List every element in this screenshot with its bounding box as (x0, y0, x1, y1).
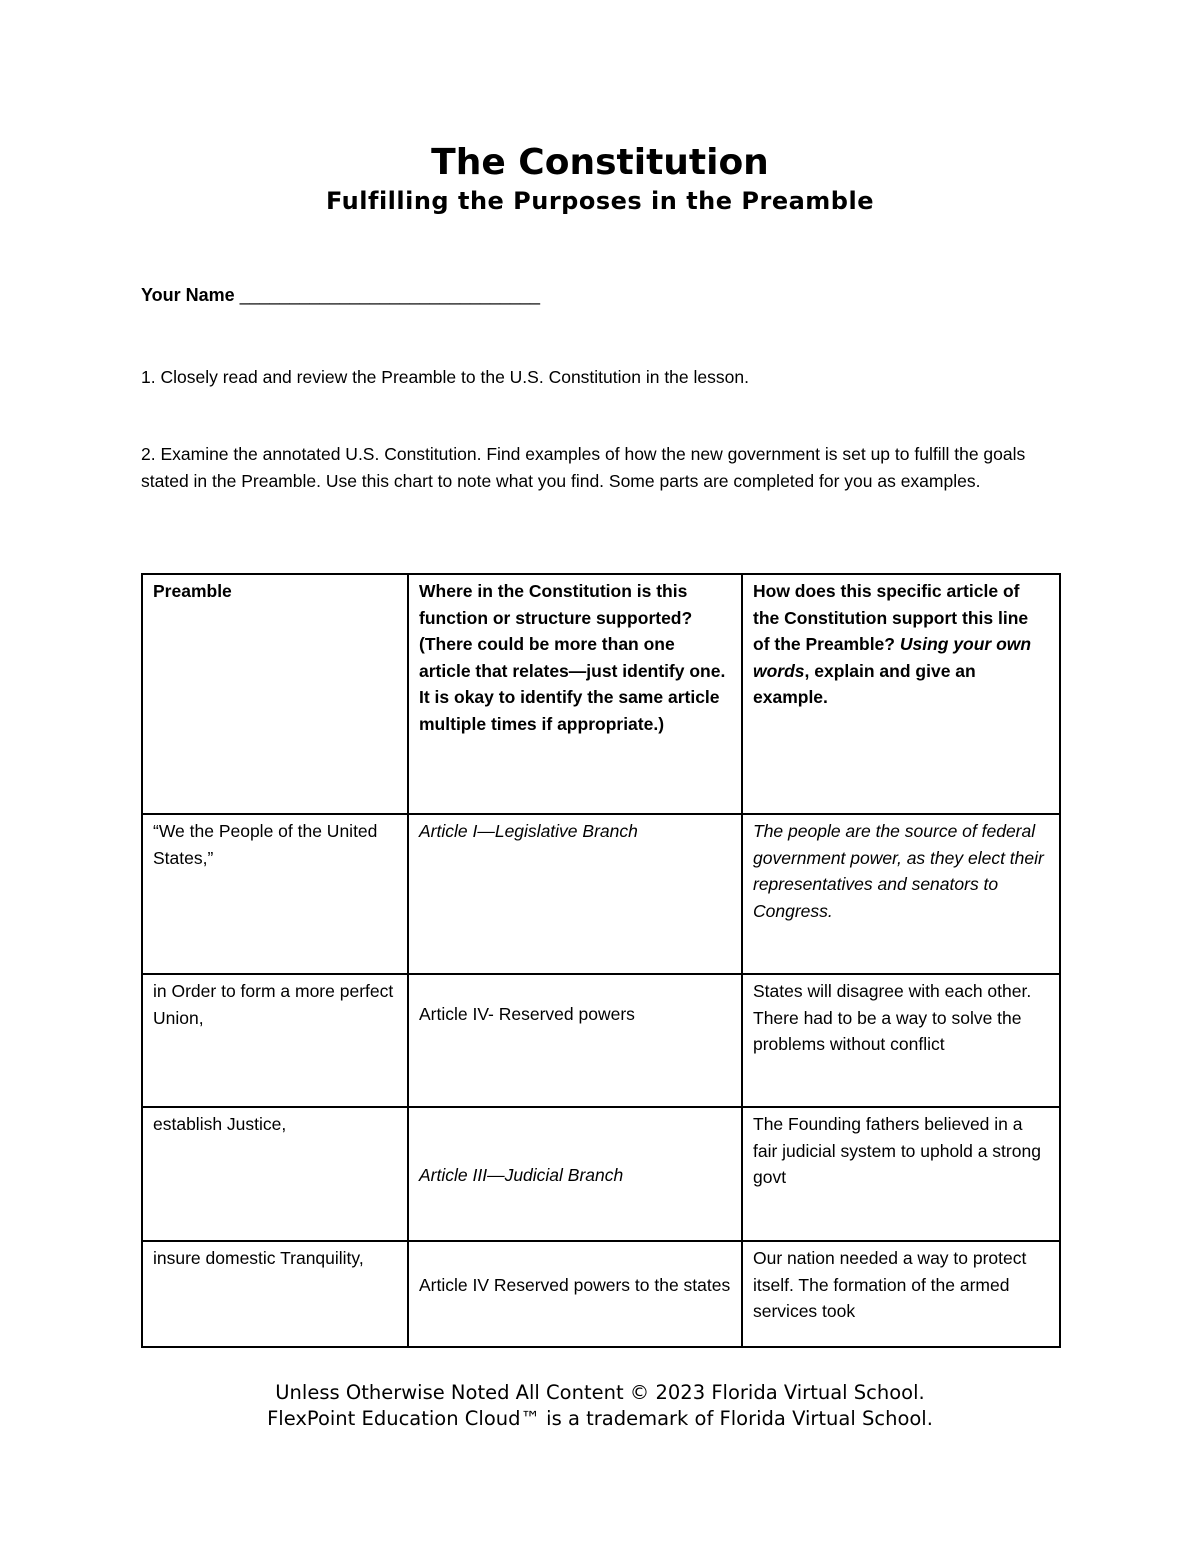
header-preamble: Preamble (142, 574, 408, 814)
table-row (142, 1241, 1060, 1347)
instruction-step-1: 1. Closely read and review the Preamble to the U.S. Constitution in the lesson. (141, 367, 749, 387)
cell-article: Article I—Legislative Branch (408, 814, 742, 974)
name-label: Your Name (141, 285, 235, 305)
header-where-in-constitution: Where in the Constitution is this function or structure supported? (There could be more than one article that relates—just identify one. It is okay to identify the same article multiple times if appropriate.) (408, 574, 742, 814)
cell-preamble: establish Justice, (142, 1107, 408, 1241)
table-header-row (142, 574, 1060, 814)
cell-preamble: in Order to form a more perfect Union, (142, 974, 408, 1107)
footer-line-1: Unless Otherwise Noted All Content © 2023 Florida Virtual School. (275, 1381, 925, 1404)
instruction-step-2: 2. Examine the annotated U.S. Constitution. Find examples of how the new government is set up to fulfill the goals stated in the Preamble. Use this chart to note what you find. Some parts are completed for you as examples. (141, 444, 1026, 491)
page-subtitle: Fulfilling the Purposes in the Preamble (325, 187, 874, 215)
cell-explanation[interactable]: States will disagree with each other. There had to be a way to solve the problems without conflict (742, 974, 1060, 1107)
header-how-text-1: How does this specific article of the Constitution support this line of the Preamble? (753, 581, 1029, 654)
cell-explanation[interactable]: Our nation needed a way to protect itself. The formation of the armed services took (742, 1241, 1060, 1347)
page-title: The Constitution (431, 142, 769, 183)
name-field[interactable] (141, 285, 540, 306)
name-blank-line[interactable]: ______________________________ (239, 285, 541, 305)
header-how-text-italic: Using your own words (753, 634, 1032, 681)
footer-line-2: FlexPoint Education Cloud™ is a trademark of Florida Virtual School. (267, 1407, 933, 1430)
preamble-chart (141, 573, 1061, 1348)
copyright-footer (0, 1380, 1200, 1432)
cell-article[interactable]: Article IV Reserved powers to the states (408, 1241, 742, 1347)
header-how-text-2: , explain and give an example. (753, 660, 976, 707)
table-row (142, 1107, 1060, 1241)
cell-article[interactable]: Article IV- Reserved powers (408, 974, 742, 1107)
cell-explanation: The people are the source of federal government power, as they elect their representatives and senators to Congress. (742, 814, 1060, 974)
cell-explanation[interactable]: The Founding fathers believed in a fair judicial system to uphold a strong govt (742, 1107, 1060, 1241)
cell-preamble: insure domestic Tranquility, (142, 1241, 408, 1347)
table-row (142, 974, 1060, 1107)
table-row (142, 814, 1060, 974)
cell-article: Article III—Judicial Branch (408, 1107, 742, 1241)
cell-preamble: “We the People of the United States,” (142, 814, 408, 974)
header-how-supports (742, 574, 1060, 814)
